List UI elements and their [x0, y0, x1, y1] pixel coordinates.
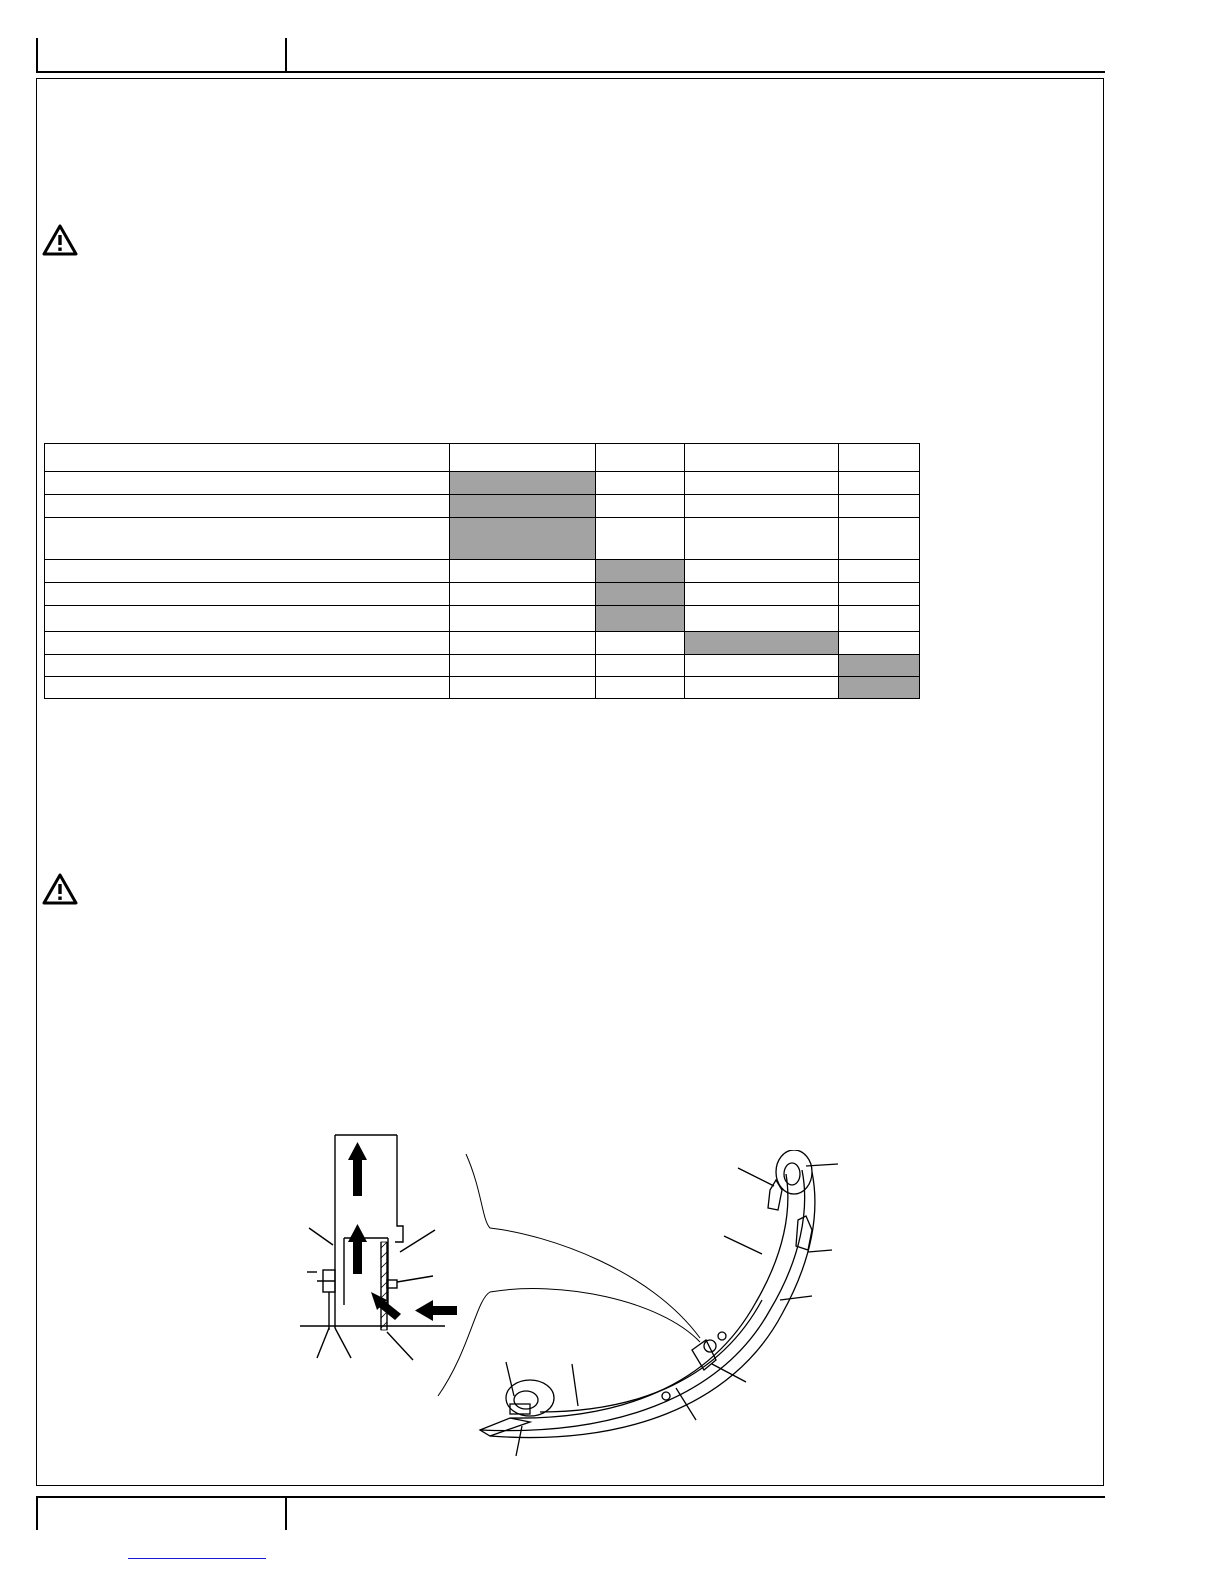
table-cell [685, 583, 839, 606]
table-row [45, 560, 920, 583]
table-cell [685, 606, 839, 632]
table-row [45, 606, 920, 632]
footer-rule [36, 1496, 1105, 1498]
table-cell [839, 560, 920, 583]
table-cell [45, 518, 450, 560]
table-cell [450, 560, 596, 583]
table-cell [596, 472, 685, 495]
table-cell [45, 606, 450, 632]
table-cell [45, 632, 450, 655]
table-cell [450, 472, 596, 495]
warning-triangle-icon [42, 224, 78, 256]
table-row [45, 677, 920, 699]
table-cell [839, 583, 920, 606]
table-cell [45, 583, 450, 606]
table-cell [45, 495, 450, 518]
table-cell [45, 472, 450, 495]
table-row [45, 495, 920, 518]
table-cell [596, 495, 685, 518]
table-cell [596, 632, 685, 655]
table-cell [450, 632, 596, 655]
table-row [45, 518, 920, 560]
table-cell [685, 677, 839, 699]
table-cell [839, 606, 920, 632]
table-cell [596, 560, 685, 583]
table-cell [45, 677, 450, 699]
table-cell [596, 677, 685, 699]
table-cell [450, 583, 596, 606]
table-cell [839, 495, 920, 518]
table-cell [596, 444, 685, 472]
table-cell [45, 560, 450, 583]
table-cell [685, 632, 839, 655]
table-cell [839, 444, 920, 472]
table-row [45, 444, 920, 472]
header-divider [285, 38, 287, 73]
table-cell [596, 583, 685, 606]
table-cell [450, 495, 596, 518]
table-cell [685, 655, 839, 677]
table-cell [45, 444, 450, 472]
table-cell [596, 518, 685, 560]
table-row [45, 655, 920, 677]
table-cell [685, 495, 839, 518]
table-cell [450, 677, 596, 699]
table-cell [450, 444, 596, 472]
table-cell [45, 655, 450, 677]
table-cell [685, 518, 839, 560]
table-cell [450, 606, 596, 632]
header-left-rule [36, 38, 38, 73]
table-row [45, 632, 920, 655]
table-cell [596, 655, 685, 677]
table-row [45, 583, 920, 606]
table-cell [596, 606, 685, 632]
table-cell [685, 560, 839, 583]
table-cell [450, 518, 596, 560]
table-cell [839, 472, 920, 495]
table-cell [839, 677, 920, 699]
curved-squeegee-assembly-diagram [470, 1150, 850, 1470]
table-cell [685, 472, 839, 495]
footer-left-rule [36, 1496, 38, 1530]
table-cell [839, 655, 920, 677]
table-cell [839, 632, 920, 655]
footer-link-underline[interactable] [128, 1558, 266, 1559]
table-cell [685, 444, 839, 472]
table-cell [450, 655, 596, 677]
footer-divider [285, 1496, 287, 1530]
data-table [44, 443, 920, 699]
table-row [45, 472, 920, 495]
warning-triangle-icon [42, 873, 78, 905]
table-cell [839, 518, 920, 560]
header-rule [36, 71, 1105, 73]
